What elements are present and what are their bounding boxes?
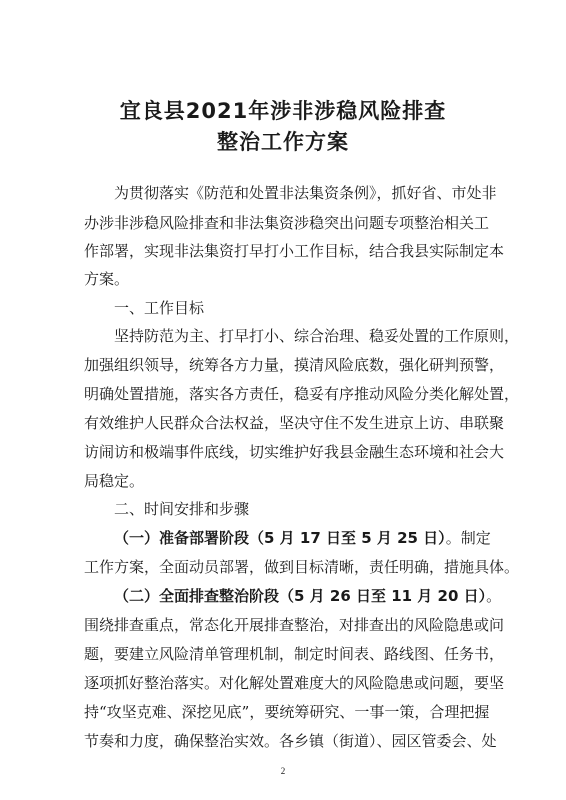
step1-label-tail: 。制定 <box>445 529 491 547</box>
section1-line-3: 明确处置措施，落实各方责任，稳妥有序推动风险分类化解处置， <box>84 385 520 403</box>
step2-label: （二）全面排查整治阶段（5 月 26 日至 11 月 20 日） <box>114 587 487 605</box>
page-number: 2 <box>280 766 286 776</box>
intro-line-2: 办涉非涉稳风险排查和非法集资涉稳突出问题专项整治相关工 <box>84 214 490 232</box>
step2-line-2: 围绕排查重点，常态化开展排查整治，对排查出的风险隐患或问 <box>84 616 505 634</box>
intro-line-3: 作部署，实现非法集资打早打小工作目标，结合我县实际制定本 <box>84 242 505 260</box>
section1-line-6: 局稳定。 <box>84 472 145 490</box>
intro-line-4: 方案。 <box>84 270 130 288</box>
section1-line-5: 访闹访和极端事件底线，切实维护好我县金融生态环境和社会大 <box>84 443 505 461</box>
step2-label-tail: 。 <box>486 587 502 605</box>
step1-label: （一）准备部署阶段（5 月 17 日至 5 月 25 日） <box>114 529 446 547</box>
section1-line-1: 坚持防范为主、打早打小、综合治理、稳妥处置的工作原则， <box>114 327 520 345</box>
document-title-line1: 宜良县2021年涉非涉稳风险排查 <box>119 99 447 123</box>
section1-line-2: 加强组织领导，统筹各方力量，摸清风险底数，强化研判预警， <box>84 356 505 374</box>
intro-line-1: 为贯彻落实《防范和处置非法集资条例》，抓好省、市处非 <box>114 184 497 202</box>
section1-heading: 一、工作目标 <box>114 299 205 317</box>
step1-first-line <box>114 528 491 548</box>
step2-line-6: 节奏和力度，确保整治实效。各乡镇（街道）、园区管委会、处 <box>84 732 497 750</box>
section1-line-4: 有效维护人民群众合法权益，坚决守住不发生进京上访、串联聚 <box>84 414 505 432</box>
document-title-line2: 整治工作方案 <box>217 130 349 154</box>
step2-first-line <box>114 586 502 606</box>
section2-heading: 二、时间安排和步骤 <box>114 500 250 518</box>
step1-line-2: 工作方案，全面动员部署，做到目标清晰，责任明确，措施具体。 <box>84 558 520 576</box>
step2-line-5: 持“攻坚克难、深挖见底”，要统筹研究、一事一策，合理把握 <box>84 703 490 721</box>
step2-line-3: 题，要建立风险清单管理机制，制定时间表、路线图、任务书， <box>84 645 505 663</box>
step2-line-4: 逐项抓好整治落实。对化解处置难度大的风险隐患或问题，要坚 <box>84 674 505 692</box>
